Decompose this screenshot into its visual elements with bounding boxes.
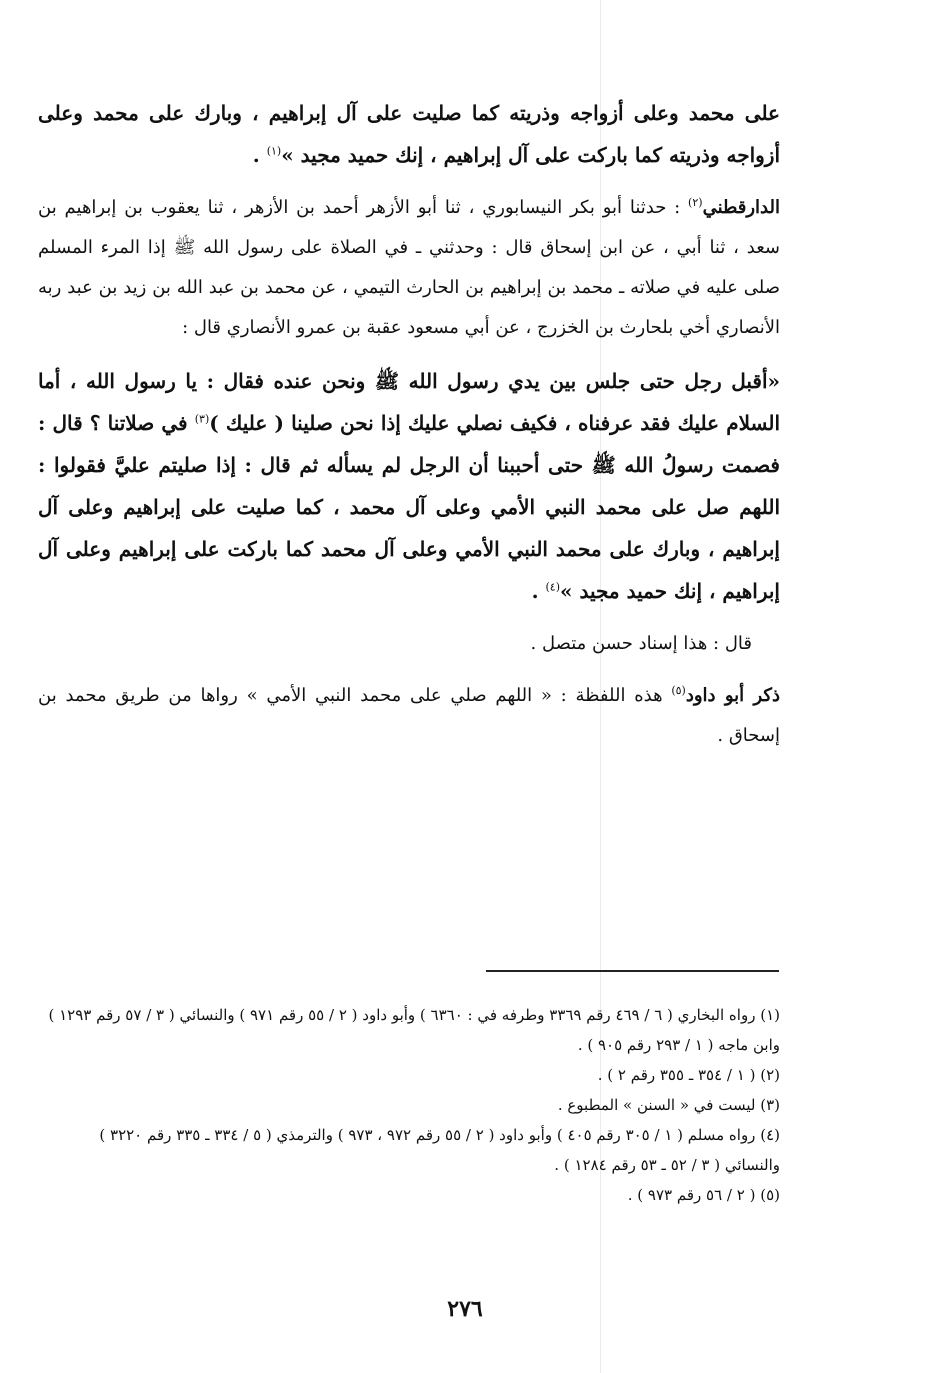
paragraph-4 [38,624,780,664]
paragraph-text: هذه اللفظة : « اللهم صلي على محمد النبي الأمي » رواها من طريق محمد بن إسحاق . [38,685,780,746]
paragraph-1 [38,92,780,176]
paragraph-text: على محمد وعلى أزواجه وذريته كما صليت على آل إبراهيم ، وبارك على محمد وعلى أزواجه وذريته كما باركت على آل إبراهيم ، إنك حميد مجيد » [38,101,780,167]
footnote-number: (٣) [760,1096,780,1114]
footnote-text: ( ٢ / ٥٦ رقم ٩٧٣ ) . [627,1186,756,1204]
main-text [38,92,780,768]
paragraph-tail: . [252,143,267,167]
footnote-text: ( ١ / ٣٥٤ ـ ٣٥٥ رقم ٢ ) . [597,1066,756,1084]
paragraph-2 [38,188,780,348]
footnote-ref: (٤) [545,580,561,594]
footnote-2 [40,1060,780,1090]
paragraph-5 [38,676,780,756]
source-name: الدارقطني [702,197,780,218]
footnote-ref: (٥) [671,684,686,697]
footnotes [40,1000,780,1210]
footnote-ref: (٢) [688,196,703,209]
paragraph-text: : حدثنا أبو بكر النيسابوري ، ثنا أبو الأزهر أحمد بن الأزهر ، ثنا يعقوب بن إبراهيم بن سعد ، ثنا أبي ، عن ابن إسحاق قال : وحدثني ـ في الصلاة على رسول الله ﷺ إذا المرء المسلم صلى عليه في صلاته ـ محمد بن إبراهيم بن الحارث التيمي ، عن محمد بن عبد الله بن زيد بن عبد ربه الأنصاري أخي بلحارث بن الخزرج ، عن أبي مسعود عقبة بن عمرو الأنصاري قال : [38,197,780,338]
footnote-text: ليست في « السنن » المطبوع . [557,1096,756,1114]
footnote-separator [486,970,779,972]
footnote-text: رواه مسلم ( ١ / ٣٠٥ رقم ٤٠٥ ) وأبو داود ( ٢ / ٥٥ رقم ٩٧٢ ، ٩٧٣ ) والترمذي ( ٥ / ٣٣٤ ـ ٣٣٥ رقم ٣٢٢٠ ) والنسائي ( ٣ / ٥٢ ـ ٥٣ رقم ١٢٨٤ ) . [99,1126,780,1174]
footnote-text: رواه البخاري ( ٦ / ٤٦٩ رقم ٣٣٦٩ وطرفه في : ٦٣٦٠ ) وأبو داود ( ٢ / ٥٥ رقم ٩٧١ ) والنسائي ( ٣ / ٥٧ رقم ١٢٩٣ ) وابن ماجه ( ١ / ٢٩٣ رقم ٩٠٥ ) . [48,1006,780,1054]
page-number: ٢٧٦ [447,1296,483,1322]
paragraph-tail: . [531,579,546,603]
paragraph-text: قال : هذا إسناد حسن متصل . [530,633,752,654]
paragraph-text: «أقبل رجل حتى جلس بين يدي رسول الله ﷺ ونحن عنده فقال : يا رسول الله ، أما السلام عليك فقد عرفناه ، فكيف نصلي عليك إذا نحن صلينا ( عليك ) [38,369,781,435]
footnote-5 [40,1180,780,1210]
footnote-1 [40,1000,780,1060]
footnote-4 [40,1120,780,1180]
paragraph-text-continued: في صلاتنا ؟ قال : فصمت رسولُ الله ﷺ حتى أحببنا أن الرجل لم يسأله ثم قال : إذا صليتم عليَّ فقولوا : اللهم صل على محمد النبي الأمي وعلى آل محمد ، كما صليت على إبراهيم وعلى آل إبراهيم ، وبارك على محمد النبي الأمي وعلى آل محمد كما باركت على إبراهيم وعلى آل إبراهيم ، إنك حميد مجيد » [38,411,780,603]
footnote-ref: (١) [266,144,282,158]
paragraph-3 [38,360,780,612]
source-name: ذكر أبو داود [685,685,780,706]
footnote-number: (٥) [760,1186,780,1204]
footnote-number: (١) [760,1006,780,1024]
footnote-ref: (٣) [194,412,210,426]
footnote-3 [40,1090,780,1120]
footnote-number: (٢) [760,1066,780,1084]
footnote-number: (٤) [760,1126,780,1144]
